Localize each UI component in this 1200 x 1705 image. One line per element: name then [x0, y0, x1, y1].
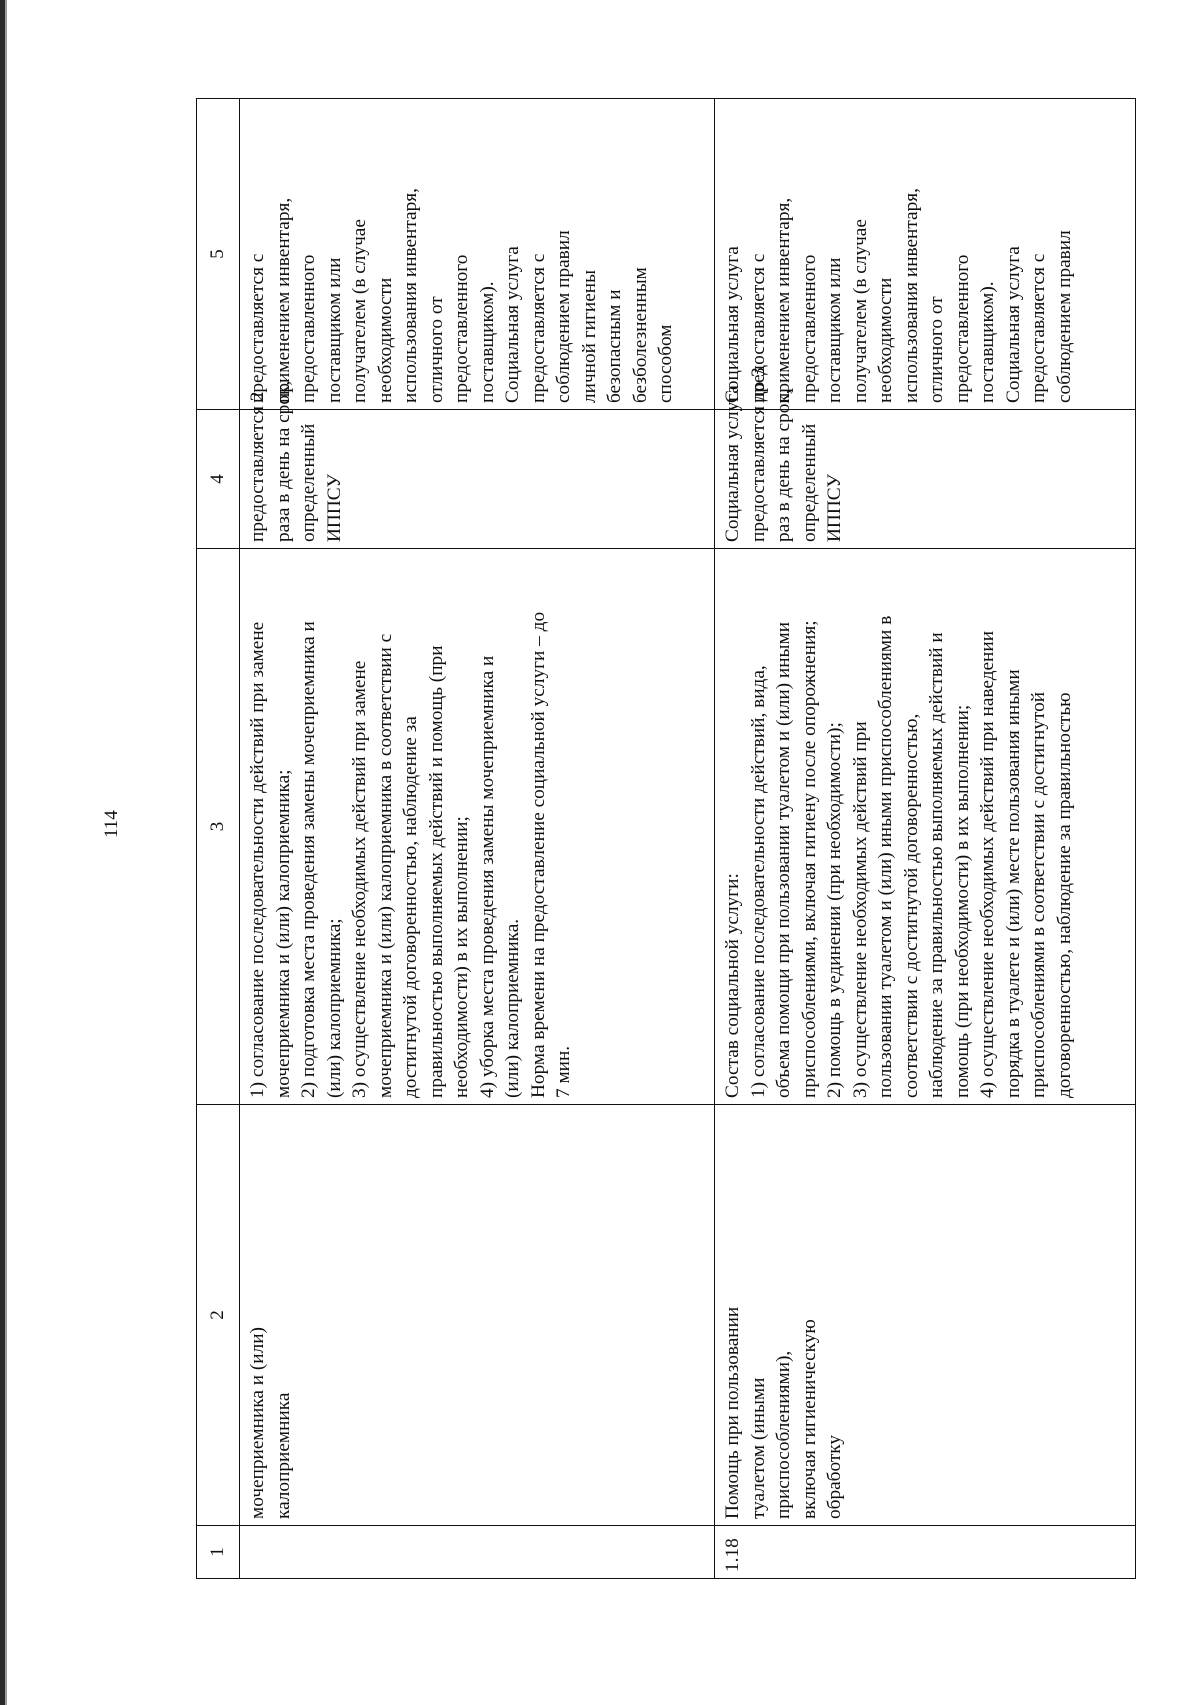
cell-service-frequency	[715, 367, 1136, 549]
cell-service-conditions	[240, 99, 715, 410]
header-col-3: 3	[197, 549, 240, 1105]
rotated-table-container	[196, 99, 1136, 1579]
cell-number	[240, 1526, 715, 1579]
cell-service-frequency	[240, 380, 715, 549]
page-number: 114	[101, 810, 122, 838]
service-conditions: Социальная услуга предоставляется с применением инвентаря, предоставленного поставщиком или получателем (в случае необходимости использования инвентаря, отличного от предоставленного поставщиком). Социальная услуга предоставляется с соблюдением правил	[722, 188, 1075, 403]
cell-service-name	[240, 1105, 715, 1526]
services-table	[196, 98, 1136, 1579]
table-row	[240, 99, 715, 1579]
header-col-2: 2	[197, 1105, 240, 1526]
service-content: Состав социальной услуги: 1) согласование последовательности действий, вида, объема помощи при пользовании туалетом и (или) иными приспособлениями, включая гигиену после опорожнения; 2) помощь в уединении (при необходимости); 3) осуществление необходимых действий при пользовании туалетом и (или) иными приспособлениями в соответствии с достигнутой договоренностью, наблюдение за правильностью выполняемых действий и помощь (при необходимости) в их выполнении; 4) осуществление необходимых действий при наведении порядка в туалете и (или) месте пользования иными приспособлениями в соответствии с достигнутой договоренностью, наблюдение за правильностью	[722, 615, 1075, 1098]
row-number: 1.18	[722, 1538, 743, 1572]
cell-number	[715, 1526, 1136, 1579]
header-col-4: 4	[197, 410, 240, 549]
cell-service-name	[715, 1105, 1136, 1526]
scan-edge-shadow	[5, 0, 7, 1705]
service-frequency: предоставляется 2 раза в день на срок, определенный ИППСУ	[247, 380, 345, 542]
cell-service-conditions	[715, 99, 1136, 410]
service-name: мочеприемника и (или) калоприемника	[247, 1327, 294, 1519]
cell-service-content	[715, 549, 1136, 1105]
service-name: Помощь при пользовании туалетом (иными приспособлениями), включая гигиеническую обработку	[722, 1306, 845, 1519]
header-col-5: 5	[197, 99, 240, 410]
service-content: 1) согласование последовательности действий при замене мочеприемника и (или) калоприемника; 2) подготовка места проведения замены мочеприемника и (или) калоприемника; 3) осуществление необходимых действий при замене мочеприемника и (или) калоприемника в соответствии с достигнутой договоренностью, наблюдение за правильностью выполняемых действий и помощь (при необходимости) в их выполнении; 4) уборка места проведения замены мочеприемника и (или) калоприемника. Норма времени на предоставление социальной услуги – до 7 мин.	[247, 611, 574, 1098]
table-row	[715, 99, 1136, 1579]
service-frequency: Социальная услуга предоставляется до 3 раз в день на срок, определенный ИППСУ	[722, 367, 845, 542]
header-col-1: 1	[197, 1526, 240, 1579]
cell-service-content	[240, 549, 715, 1105]
service-conditions: предоставляется с применением инвентаря, предоставленного поставщиком или получателем (в случае необходимости использования инвентаря, отличного от предоставленного поставщиком). Социальная услуга предоставляется с соблюдением правил личной гигиены безопасным и безболезненным способом	[247, 188, 676, 403]
table-header-row	[197, 99, 240, 1579]
